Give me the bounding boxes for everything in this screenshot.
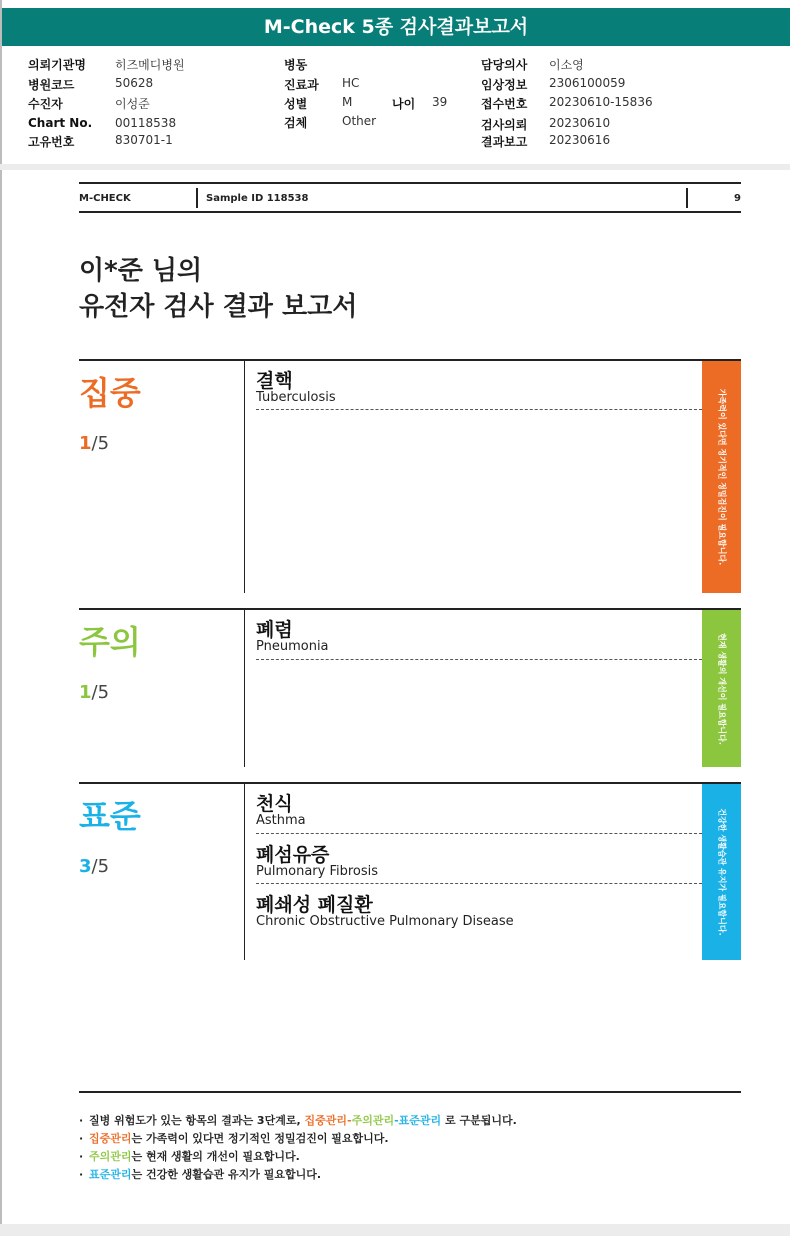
count-number: 1 — [79, 433, 92, 454]
info-label: 의뢰기관명 — [28, 58, 86, 72]
note-text: 는 가족력이 있다면 정기적인 정밀검진이 필요합니다. — [131, 1132, 389, 1145]
note-grading: · 질병 위험도가 있는 항목의 결과는 3단계로, 집중관리-주의관리-표준관리 로 구분됩니다. — [79, 1114, 517, 1127]
note-separator: - — [394, 1114, 399, 1127]
count-number: 1 — [79, 682, 92, 703]
side-bar-text: 가족력이 있다면 정기적인 정밀검진이 필요합니다. — [717, 388, 726, 566]
age-value: 39 — [432, 95, 448, 109]
note-key-intensive: 집중관리 — [89, 1132, 132, 1145]
info-value: 20230610-15836 — [549, 95, 653, 109]
note-text: 로 구분됩니다. — [445, 1114, 517, 1127]
note-text: 는 건강한 생활습관 유지가 필요합니다. — [131, 1168, 322, 1181]
report-title-line2: 유전자 검사 결과 보고서 — [79, 292, 358, 322]
section-standard-side-bar — [702, 784, 741, 960]
section-caution-name: 주의 — [79, 623, 141, 661]
page-bottom-bar — [0, 1224, 790, 1236]
info-label: 고유번호 — [28, 135, 75, 149]
note-separator: - — [346, 1114, 352, 1127]
note-key-standard: 표준관리 — [89, 1168, 132, 1181]
note-key-intensive: 집중관리 — [304, 1114, 347, 1127]
note-key-caution: 주의관리 — [351, 1114, 395, 1127]
running-header-divider — [686, 188, 688, 208]
info-label: 병동 — [284, 58, 308, 72]
section-divider — [244, 361, 245, 593]
section-caution-side-bar — [702, 610, 741, 767]
section-caution-count — [79, 682, 109, 703]
info-label: 진료과 — [284, 78, 319, 92]
info-label: 수진자 — [28, 97, 63, 111]
report-header-title: M-Check 5종 검사결과보고서 — [2, 8, 790, 46]
section-intensive-side-bar — [702, 361, 741, 593]
info-label: 검체 — [284, 116, 308, 130]
info-value: 50628 — [115, 76, 154, 90]
section-standard-count — [79, 856, 109, 877]
disease-name-ko: 폐쇄성 폐질환 — [256, 894, 373, 916]
info-value: HC — [342, 76, 360, 90]
info-label: 성별 — [284, 97, 308, 111]
count-total: /5 — [91, 856, 110, 877]
count-number: 3 — [79, 856, 92, 877]
running-header-bottom-rule — [79, 211, 741, 213]
info-label: 담당의사 — [481, 58, 528, 72]
disease-name-ko: 폐렴 — [256, 619, 293, 641]
item-divider — [256, 659, 702, 660]
info-value: 20230610 — [549, 116, 611, 130]
page-border — [0, 0, 2, 1236]
side-bar-text: 현재 생활의 개선이 필요합니다. — [717, 632, 726, 745]
info-value: M — [342, 95, 353, 109]
info-label: 검사의뢰 — [481, 118, 528, 132]
disease-name-en: Asthma — [256, 813, 306, 828]
note-key-caution: 주의관리 — [89, 1150, 132, 1163]
item-divider — [256, 409, 702, 410]
info-label: Chart No. — [28, 116, 93, 130]
side-bar-text: 건강한 생활습관 유지가 필요합니다. — [717, 808, 726, 936]
section-standard-name: 표준 — [79, 797, 141, 835]
disease-name-en: Chronic Obstructive Pulmonary Disease — [256, 914, 514, 929]
note-intensive: · 집중관리는 가족력이 있다면 정기적인 정밀검진이 필요합니다. — [79, 1132, 389, 1145]
report-title-line1: 이*준 님의 — [79, 256, 203, 286]
disease-name-ko: 결핵 — [256, 370, 293, 392]
section-intensive-name: 집중 — [79, 374, 141, 412]
section-divider — [244, 610, 245, 767]
info-value: 00118538 — [115, 116, 177, 130]
running-header-sample-id: Sample ID 118538 — [206, 193, 309, 204]
info-label: 병원코드 — [28, 78, 75, 92]
info-value: Other — [342, 114, 377, 128]
note-key-standard: 표준관리 — [398, 1114, 442, 1127]
running-header-divider — [196, 188, 198, 208]
section-standard-rule — [79, 782, 741, 784]
section-divider — [244, 784, 245, 960]
item-divider — [256, 883, 702, 884]
disease-name-en: Pulmonary Fibrosis — [256, 864, 379, 879]
note-text: 는 현재 생활의 개선이 필요합니다. — [131, 1150, 300, 1163]
running-header-page-number: 9 — [734, 193, 741, 204]
info-value: 2306100059 — [549, 76, 626, 90]
count-total: /5 — [91, 433, 110, 454]
disease-name-ko: 폐섬유증 — [256, 844, 330, 866]
disease-name-en: Pneumonia — [256, 639, 329, 654]
section-intensive-count — [79, 433, 109, 454]
info-value: 이성준 — [115, 97, 150, 111]
note-caution: · 주의관리는 현재 생활의 개선이 필요합니다. — [79, 1150, 300, 1163]
info-value: 830701-1 — [115, 133, 173, 147]
disease-name-ko: 천식 — [256, 793, 293, 815]
info-value: 20230616 — [549, 133, 611, 147]
note-standard: · 표준관리는 건강한 생활습관 유지가 필요합니다. — [79, 1168, 322, 1181]
disease-name-en: Tuberculosis — [256, 390, 336, 405]
count-total: /5 — [91, 682, 110, 703]
note-text: 질병 위험도가 있는 항목의 결과는 3단계로, — [89, 1114, 301, 1127]
item-divider — [256, 833, 702, 834]
age-label: 나이 — [392, 97, 416, 111]
running-header-top-rule — [79, 182, 741, 184]
footer-rule — [79, 1091, 741, 1093]
info-label: 결과보고 — [481, 135, 528, 149]
info-value: 이소영 — [549, 58, 584, 72]
info-label: 접수번호 — [481, 97, 528, 111]
section-intensive-rule — [79, 359, 741, 361]
info-label: 임상정보 — [481, 78, 528, 92]
section-caution-rule — [79, 608, 741, 610]
patient-info-table — [28, 54, 788, 154]
info-separator — [0, 164, 790, 170]
running-header-brand: M-CHECK — [79, 193, 131, 204]
info-value: 히즈메디병원 — [115, 58, 185, 72]
